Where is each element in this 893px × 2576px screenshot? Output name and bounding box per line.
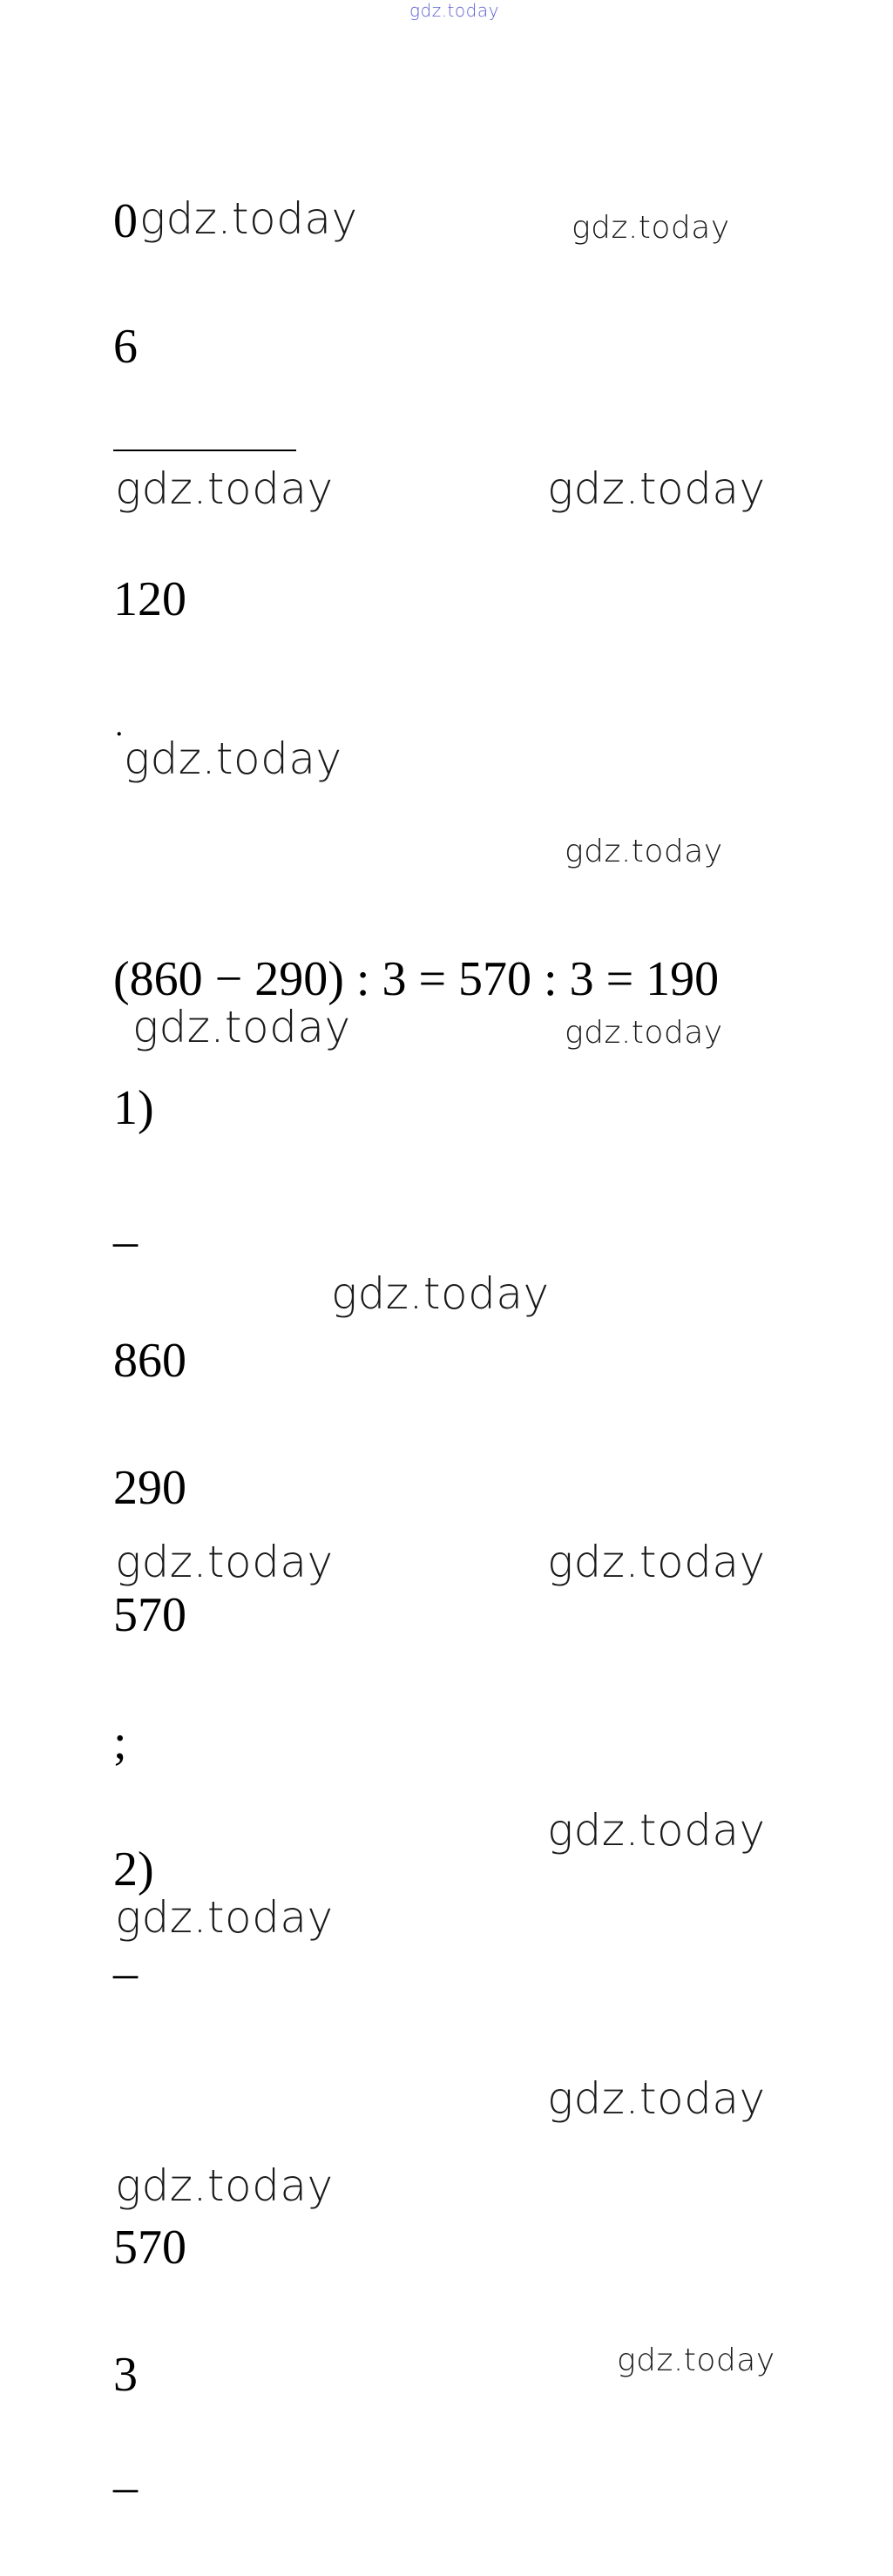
step-1-label: 1) bbox=[113, 1081, 154, 1135]
minus-sign: _ bbox=[113, 1198, 138, 1252]
digit-zero: 0 bbox=[113, 194, 138, 248]
watermark: gdz.today bbox=[139, 193, 358, 244]
watermark: gdz.today bbox=[132, 1002, 351, 1052]
digit-six: 6 bbox=[113, 320, 138, 374]
watermark: gdz.today bbox=[115, 2160, 334, 2211]
watermark: gdz.today bbox=[572, 210, 730, 246]
number-860: 860 bbox=[113, 1334, 186, 1388]
watermark: gdz.today bbox=[547, 1805, 766, 1856]
number-570: 570 bbox=[113, 1588, 186, 1642]
watermark: gdz.today bbox=[124, 734, 342, 784]
watermark: gdz.today bbox=[115, 1537, 334, 1587]
equation: (860 − 290) : 3 = 570 : 3 = 190 bbox=[113, 952, 720, 1006]
watermark: gdz.today bbox=[547, 1537, 766, 1587]
number-570: 570 bbox=[113, 2221, 186, 2275]
watermark: gdz.today bbox=[617, 2343, 775, 2378]
dot-mark: ˙ bbox=[113, 724, 125, 763]
watermark-top: gdz.today bbox=[409, 0, 499, 21]
watermark: gdz.today bbox=[331, 1268, 550, 1319]
number-290: 290 bbox=[113, 1461, 186, 1515]
watermark: gdz.today bbox=[547, 2073, 766, 2124]
watermark: gdz.today bbox=[115, 1892, 334, 1943]
watermark: gdz.today bbox=[565, 834, 723, 869]
digit-three: 3 bbox=[113, 2348, 138, 2402]
watermark: gdz.today bbox=[565, 1015, 723, 1051]
minus-sign: _ bbox=[113, 2444, 138, 2498]
semicolon: ; bbox=[113, 1715, 127, 1769]
division-rule bbox=[113, 450, 296, 451]
minus-sign: _ bbox=[113, 1930, 138, 1984]
number-120: 120 bbox=[113, 572, 186, 626]
watermark: gdz.today bbox=[115, 463, 334, 514]
step-2-label: 2) bbox=[113, 1842, 154, 1897]
watermark: gdz.today bbox=[547, 463, 766, 514]
